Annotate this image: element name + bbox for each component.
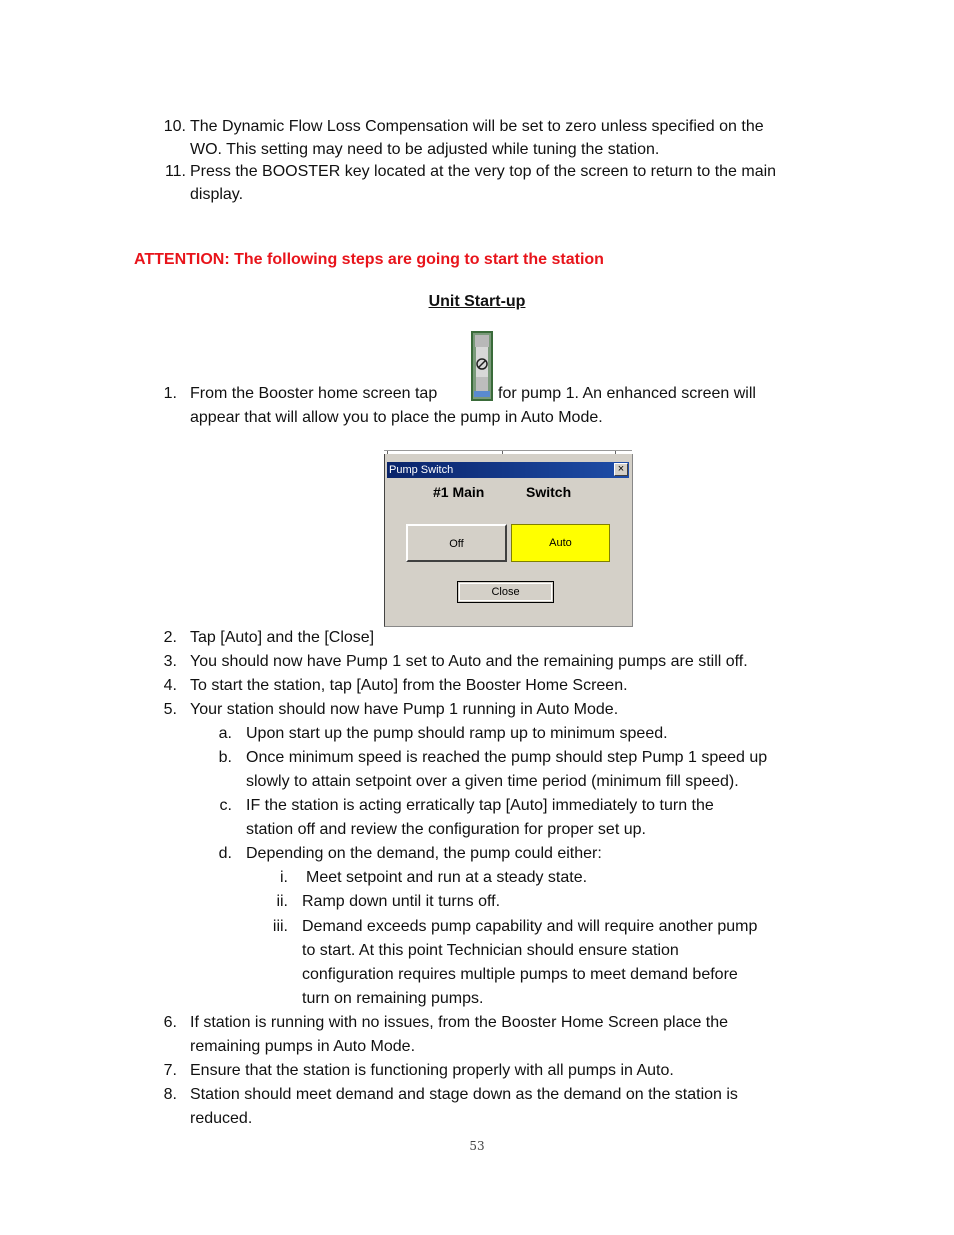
switch-label: Switch — [526, 484, 572, 500]
close-button[interactable]: Close — [457, 581, 554, 603]
list-number: 1. — [163, 385, 177, 402]
list-item-text: The Dynamic Flow Loss Compensation will be set to zero unless specified on the — [190, 118, 764, 135]
pump-switch-dialog — [384, 454, 633, 627]
list-item-text: Ensure that the station is functioning properly with all pumps in Auto. — [190, 1062, 674, 1079]
attention-notice: ATTENTION: The following steps are going to start the station — [134, 251, 604, 268]
section-heading: Unit Start-up — [428, 293, 526, 310]
list-item-text: for pump 1. An enhanced screen will — [498, 385, 756, 402]
list-item-text: Depending on the demand, the pump could either: — [246, 845, 602, 862]
page-number: 53 — [469, 1139, 485, 1153]
off-button[interactable]: Off — [406, 524, 507, 562]
list-item-text: station off and review the configuration for proper set up. — [246, 821, 646, 838]
list-item-text: remaining pumps in Auto Mode. — [190, 1038, 416, 1055]
list-number: d. — [218, 845, 232, 862]
list-item-text: IF the station is acting erratically tap [Auto] immediately to turn the — [246, 797, 714, 814]
list-number: 8. — [163, 1086, 177, 1103]
list-number: 7. — [163, 1062, 177, 1079]
list-item-text: You should now have Pump 1 set to Auto and the remaining pumps are still off. — [190, 653, 748, 670]
list-number: a. — [218, 725, 232, 742]
list-item-text: To start the station, tap [Auto] from the Booster Home Screen. — [190, 677, 628, 694]
list-number: 10. — [163, 118, 186, 135]
list-item-text: If station is running with no issues, from the Booster Home Screen place the — [190, 1014, 729, 1031]
list-number: ii. — [276, 893, 288, 910]
list-item-text: Once minimum speed is reached the pump should step Pump 1 speed up — [246, 749, 768, 766]
dialog-titlebar — [387, 462, 629, 478]
list-item-text: turn on remaining pumps. — [302, 990, 484, 1007]
list-item-text: configuration requires multiple pumps to meet demand before — [302, 966, 738, 983]
pump-switch-icon[interactable] — [471, 331, 493, 401]
list-item-text: to start. At this point Technician should ensure station — [302, 942, 679, 959]
auto-button[interactable]: Auto — [511, 524, 610, 562]
list-number: b. — [218, 749, 232, 766]
list-number: iii. — [272, 918, 288, 935]
list-item-text: Ramp down until it turns off. — [302, 893, 501, 910]
list-number: 5. — [163, 701, 177, 718]
list-item-text: Upon start up the pump should ramp up to minimum speed. — [246, 725, 668, 742]
list-item-text: reduced. — [190, 1110, 253, 1127]
list-item-text: Your station should now have Pump 1 running in Auto Mode. — [190, 701, 619, 718]
list-item-text: Meet setpoint and run at a steady state. — [306, 869, 588, 886]
list-number: i. — [280, 869, 288, 886]
list-number: 2. — [163, 629, 177, 646]
list-item-text: Press the BOOSTER key located at the very top of the screen to return to the main — [190, 163, 777, 180]
list-item-text: From the Booster home screen tap — [190, 385, 438, 402]
list-item-text: display. — [190, 186, 244, 203]
list-number: 3. — [163, 653, 177, 670]
pump-label: #1 Main — [433, 484, 485, 500]
close-icon[interactable]: × — [614, 463, 628, 476]
dialog-title: Pump Switch — [389, 464, 454, 476]
list-item-text: slowly to attain setpoint over a given time period (minimum fill speed). — [246, 773, 739, 790]
list-number: 11. — [164, 163, 186, 180]
list-item-text: WO. This setting may need to be adjusted while tuning the station. — [190, 141, 660, 158]
list-number: 6. — [163, 1014, 177, 1031]
list-number: c. — [219, 797, 232, 814]
list-item-text: Demand exceeds pump capability and will require another pump — [302, 918, 758, 935]
list-item-text: appear that will allow you to place the pump in Auto Mode. — [190, 409, 603, 426]
list-number: 4. — [163, 677, 177, 694]
list-item-text: Station should meet demand and stage down as the demand on the station is — [190, 1086, 738, 1103]
list-item-text: Tap [Auto] and the [Close] — [190, 629, 375, 646]
